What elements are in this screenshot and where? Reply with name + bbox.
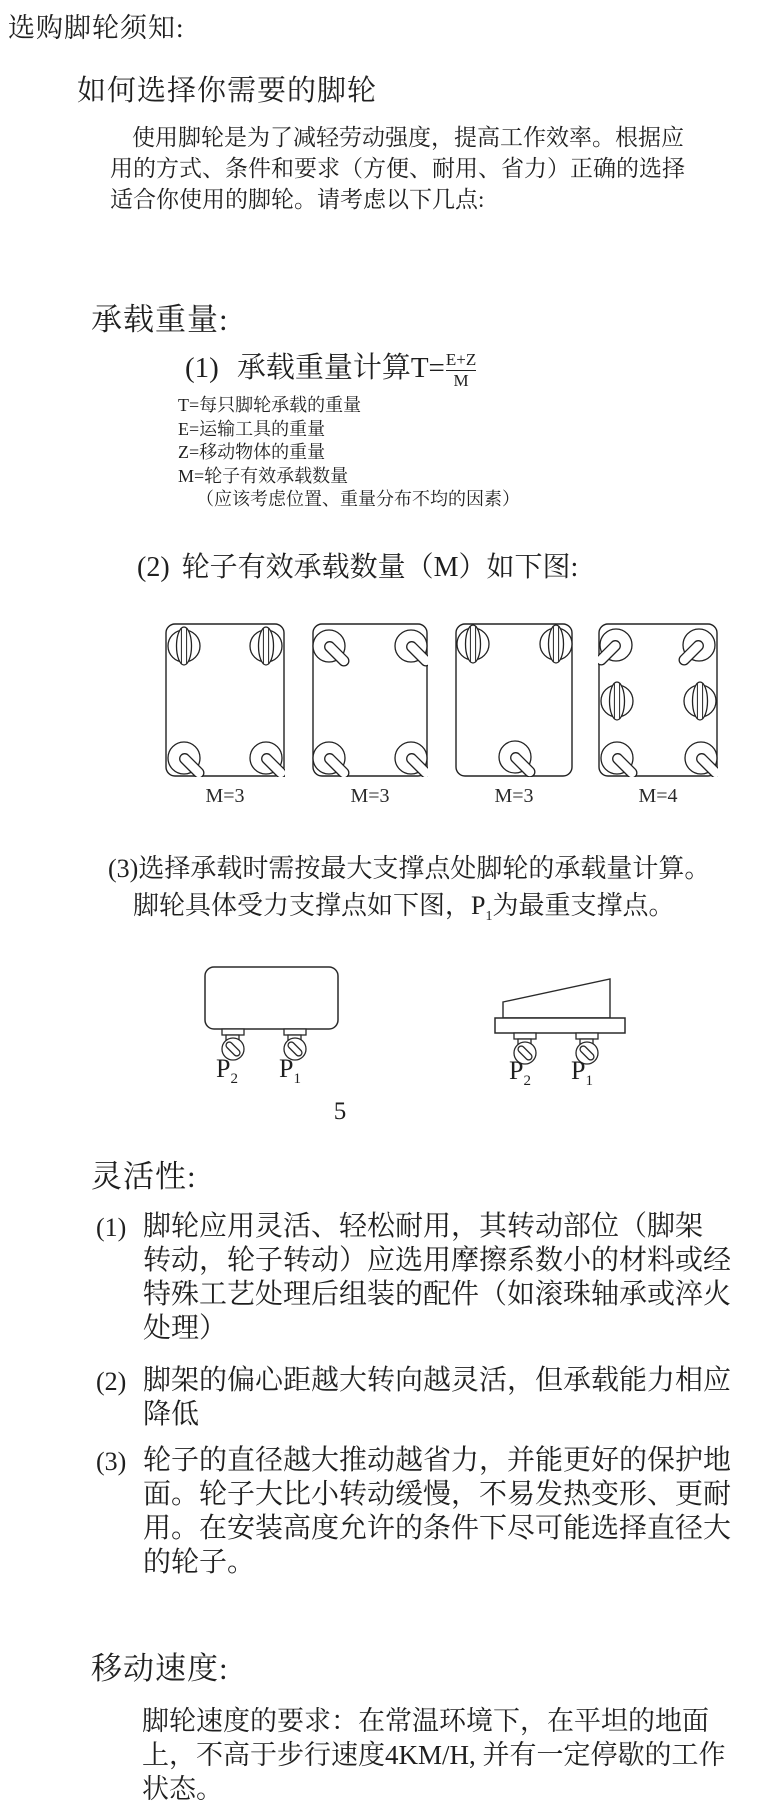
support-point-label: $P_1$ xyxy=(279,1054,301,1088)
support-point-paragraph xyxy=(108,850,710,935)
item-text xyxy=(143,1364,731,1432)
text-line: 轮子有效承载数量（M）如下图: xyxy=(181,552,579,583)
diagram-m-label: M=3 xyxy=(205,785,245,807)
subscript: 1 xyxy=(485,909,493,925)
support-point-label: $P_1$ xyxy=(571,1056,593,1090)
text-line: 处理） xyxy=(143,1313,228,1344)
how-to-choose-heading: 如何选择你需要的脚轮 xyxy=(77,75,378,107)
text-line: (3)选择承载时需按最大支撑点处脚轮的承载量计算。 xyxy=(108,854,711,883)
list-number: (3) xyxy=(96,1447,127,1476)
text-line: 转动，轮子转动）应选用摩擦系数小的材料或经 xyxy=(143,1245,732,1276)
formula-definitions xyxy=(178,394,520,512)
definition-line: Z=移动物体的重量 xyxy=(178,442,326,462)
text-line: 使用脚轮是为了减轻劳动强度，提高工作效率。根据应 xyxy=(132,125,684,150)
flat-cart-figure xyxy=(200,962,350,1062)
definition-note: （应该考虑位置、重量分布不均的因素） xyxy=(196,489,520,509)
fraction-numerator: E+Z xyxy=(445,349,477,369)
definition-line: E=运输工具的重量 xyxy=(178,418,326,439)
diagram-m-label: M=4 xyxy=(638,785,678,807)
wheel-diagram xyxy=(455,623,573,808)
text-line: 用的方式、条件和要求（方便、耐用、省力）正确的选择 xyxy=(110,156,685,181)
list-number: (2) xyxy=(96,1367,127,1396)
text-line: 脚轮应用灵活、轻松耐用，其转动部位（脚架 xyxy=(143,1211,704,1242)
text-line: 状态。 xyxy=(142,1774,223,1804)
speed-paragraph xyxy=(142,1704,726,1806)
text-line: 特殊工艺处理后组装的配件（如滚珠轴承或淬火 xyxy=(143,1279,732,1310)
item-text xyxy=(143,1210,731,1346)
text-line: 轮子的直径越大推动越省力，并能更好的保护地 xyxy=(143,1445,732,1476)
text-line: 脚轮具体受力支撑点如下图，$P_1$为最重支撑点。 xyxy=(133,891,675,925)
fraction xyxy=(446,350,476,391)
flexibility-heading: 灵活性: xyxy=(91,1159,197,1194)
diagram-m-label: M=3 xyxy=(350,785,390,807)
text-line: 适合你使用的脚轮。请考虑以下几点: xyxy=(110,187,485,212)
flexibility-item xyxy=(96,1210,731,1346)
text-line: 脚轮速度的要求：在常温环境下，在平坦的地面 xyxy=(142,1706,709,1736)
definition-line: T=每只脚轮承载的重量 xyxy=(178,395,362,415)
diagram-m-label: M=3 xyxy=(494,785,534,807)
support-point-label: $P_2$ xyxy=(509,1056,531,1090)
page-title: 选购脚轮须知: xyxy=(8,13,185,43)
wheel-diagram xyxy=(312,623,428,808)
list-number: (2) xyxy=(137,552,170,583)
speed-heading: 移动速度: xyxy=(91,1651,229,1686)
load-weight-heading: 承载重量: xyxy=(91,302,229,337)
caster-layout-svg xyxy=(165,623,285,777)
flexibility-item xyxy=(96,1444,731,1580)
text-line: 降低 xyxy=(143,1399,200,1430)
list-number: (1) xyxy=(185,352,219,384)
text-line: 的轮子。 xyxy=(143,1547,256,1578)
wheel-diagram xyxy=(165,623,285,808)
list-number: (3) xyxy=(108,854,139,883)
support-point-label: $P_2$ xyxy=(216,1054,238,1088)
fraction-denominator: M xyxy=(446,370,476,391)
definition-line: M=轮子有效承载数量 xyxy=(178,465,349,486)
caster-layout-svg xyxy=(455,623,573,777)
caster-layout-svg xyxy=(312,623,428,777)
wedge-load xyxy=(503,979,610,1018)
text-line: 面。轮子大比小转动缓慢，不易发热变形、更耐 xyxy=(143,1479,732,1510)
intro-paragraph xyxy=(110,122,685,215)
effective-count-line xyxy=(137,545,578,585)
flexibility-item xyxy=(96,1364,731,1432)
page-number: 5 xyxy=(333,1098,347,1125)
caster-layout-svg xyxy=(598,623,718,777)
load-calc-formula xyxy=(185,345,476,391)
text-line: 上，不高于步行速度4KM/H, 并有一定停歇的工作 xyxy=(142,1740,726,1770)
wedge-cart-figure xyxy=(488,968,640,1066)
item-text xyxy=(143,1444,731,1580)
list-number: (1) xyxy=(96,1213,127,1242)
cart-body xyxy=(205,967,338,1029)
dolly-platform xyxy=(495,1018,625,1033)
text-line: 脚架的偏心距越大转向越灵活，但承载能力相应 xyxy=(143,1365,732,1396)
wheel-diagram xyxy=(598,623,718,808)
formula-label: 承载重量计算T= xyxy=(236,352,445,384)
text-line: 用。在安装高度允许的条件下尽可能选择直径大 xyxy=(143,1513,732,1544)
